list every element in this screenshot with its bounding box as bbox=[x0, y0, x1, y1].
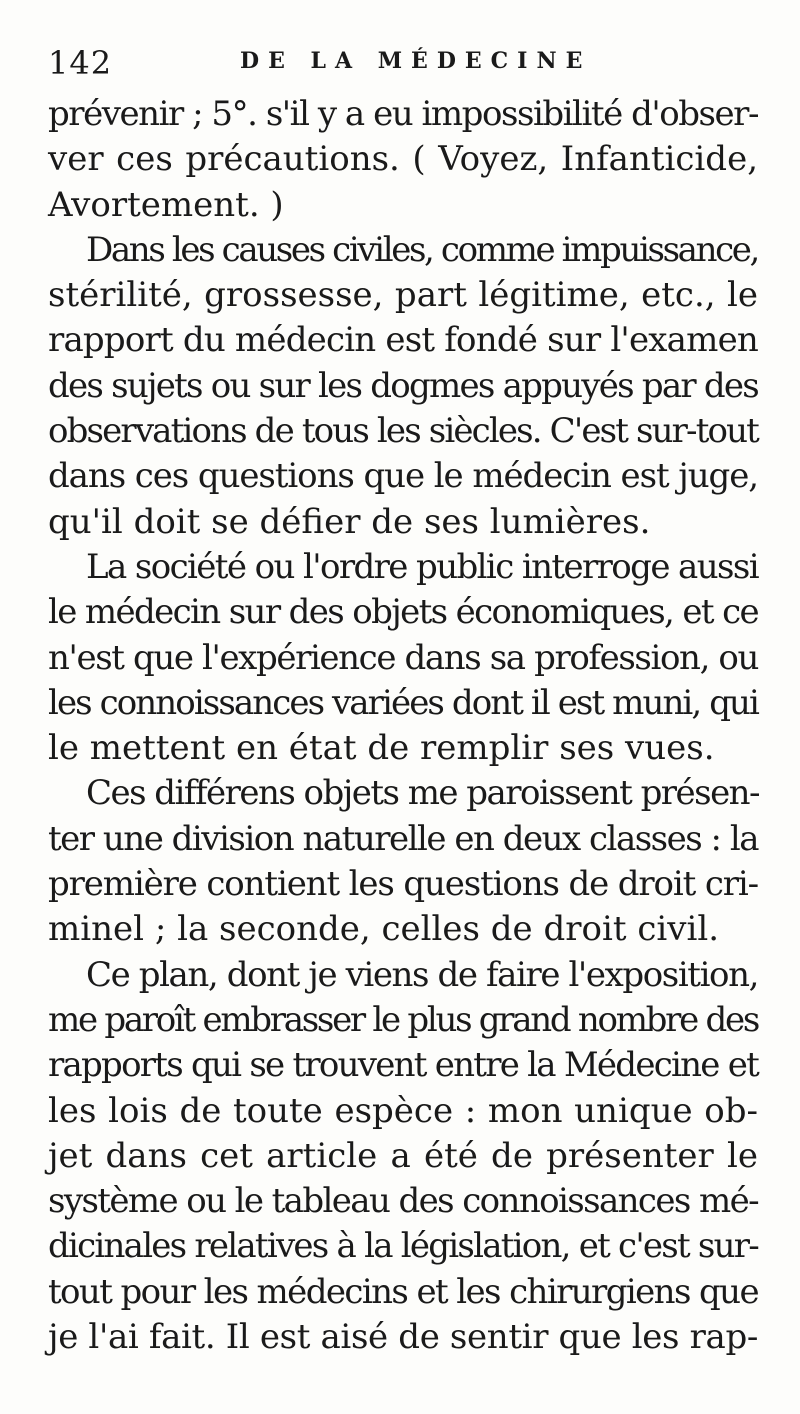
text-line: première contient les questions de droit cri- bbox=[48, 864, 758, 905]
text-line: stérilité, grossesse, part légitime, etc., le bbox=[48, 275, 758, 316]
text-line: le mettent en état de remplir ses vues. bbox=[48, 728, 715, 769]
text-line: dans ces questions que le médecin est juge, bbox=[48, 456, 758, 497]
paragraph bbox=[48, 953, 758, 1361]
paragraph bbox=[48, 92, 758, 228]
text-line: ter une division naturelle en deux classes : la bbox=[48, 818, 758, 859]
body-text bbox=[48, 92, 758, 1360]
text-line: système ou le tableau des connoissances mé- bbox=[48, 1181, 758, 1222]
text-line: je l'ai fait. Il est aisé de sentir que les rap- bbox=[48, 1317, 758, 1358]
text-line: ver ces précautions. ( Voyez, Infanticide, bbox=[48, 139, 758, 180]
text-line: minel ; la seconde, celles de droit civil. bbox=[48, 909, 720, 950]
text-line: les lois de toute espèce : mon unique ob- bbox=[48, 1090, 758, 1131]
paragraph bbox=[48, 228, 758, 545]
page-number: 142 bbox=[48, 44, 113, 82]
text-line: La société ou l'ordre public interroge aussi bbox=[86, 546, 758, 587]
paragraph bbox=[48, 545, 758, 771]
text-line: Ce plan, dont je viens de faire l'exposition, bbox=[86, 954, 758, 995]
paragraph bbox=[48, 771, 758, 952]
text-line: Ces différens objets me paroissent présen- bbox=[86, 773, 760, 814]
text-line: rapports qui se trouvent entre la Médecine et bbox=[48, 1045, 758, 1086]
page-header bbox=[40, 40, 780, 90]
text-line: le médecin sur des objets économiques, et ce bbox=[48, 592, 758, 633]
text-line: n'est que l'expérience dans sa profession, ou bbox=[48, 637, 758, 678]
text-line: observations de tous les siècles. C'est sur-tout bbox=[48, 411, 758, 452]
text-line: tout pour les médecins et les chirurgiens que bbox=[48, 1271, 758, 1312]
text-line: qu'il doit se défier de ses lumières. bbox=[48, 501, 651, 542]
text-line: Dans les causes civiles, comme impuissance, bbox=[86, 229, 758, 270]
text-line: les connoissances variées dont il est muni, qui bbox=[48, 682, 758, 723]
text-line: me paroît embrasser le plus grand nombre des bbox=[48, 999, 758, 1040]
text-line: jet dans cet article a été de présenter le bbox=[48, 1135, 758, 1176]
text-line: prévenir ; 5°. s'il y a eu impossibilité d'obser- bbox=[48, 94, 758, 134]
text-line: dicinales relatives à la législation, et c'est sur- bbox=[48, 1226, 758, 1267]
text-line: rapport du médecin est fondé sur l'examen bbox=[48, 320, 758, 361]
text-line: Avortement. ) bbox=[48, 184, 284, 225]
text-line: des sujets ou sur les dogmes appuyés par des bbox=[48, 365, 758, 406]
running-head: DE LA MÉDECINE bbox=[240, 48, 592, 74]
